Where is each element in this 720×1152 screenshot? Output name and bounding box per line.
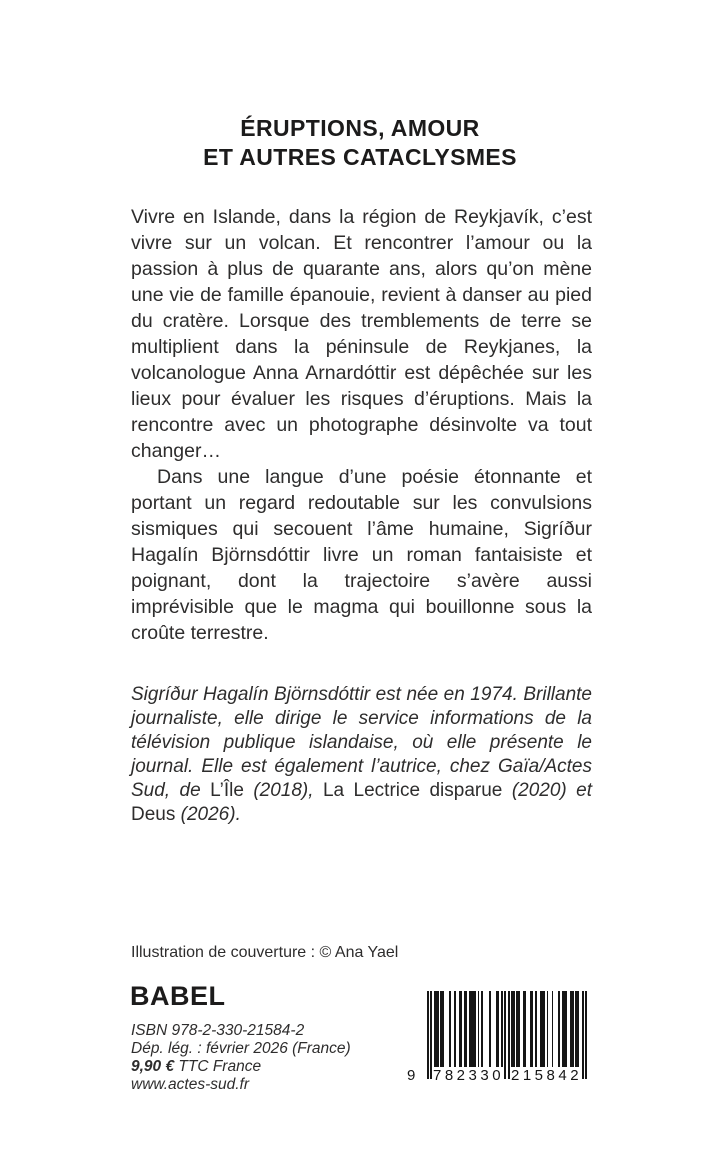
book-title-line2: ET AUTRES CATACLYSMES	[203, 144, 517, 170]
synopsis	[131, 204, 592, 646]
barcode-digits-group1: 782330	[433, 1067, 505, 1084]
barcode-digit-first: 9	[407, 1067, 416, 1084]
legal-deposit-line: Dép. lég. : février 2026 (France)	[131, 1040, 351, 1057]
book-title-line1: ÉRUPTIONS, AMOUR	[240, 115, 480, 141]
publisher-website: www.actes-sud.fr	[131, 1076, 250, 1093]
imprint-block	[131, 1022, 351, 1094]
synopsis-paragraph-2: Dans une langue d’une poésie étonnante et portant un regard redoutable sur les convulsions sismiques qui secouent l’âme humaine, Sigríður Hagalín Björnsdóttir livre un roman fantaisiste et poignant, dont la trajectoire s’avère aussi imprévisible que le magma qui bouillonne sous la croûte terrestre.	[131, 466, 592, 644]
cover-illustration-credit: Illustration de couverture : © Ana Yael	[131, 944, 399, 961]
isbn-line: ISBN 978-2-330-21584-2	[131, 1022, 305, 1039]
price-line: 9,90 € TTC France	[131, 1058, 262, 1075]
book-title	[0, 114, 720, 172]
publisher-logo-babel: BABEL	[130, 981, 226, 1011]
author-bio: Sigríður Hagalín Björnsdóttir est née en 1974. Brillante journaliste, elle dirige le service informations de la télévision publique islandaise, où elle présente le journal. Elle est également l’autrice, chez Gaïa/Actes Sud, de L’Île (2018), La Lectrice disparue (2020) et Deus (2026).	[131, 684, 593, 825]
synopsis-paragraph-1: Vivre en Islande, dans la région de Reykjavík, c’est vivre sur un volcan. Et rencontrer l’amour ou la passion à plus de quarante ans, alors qu’on mène une vie de famille épanouie, revient à danser au pied du cratère. Lorsque des tremblements de terre se multiplient dans la péninsule de Reykjanes, la volcanologue Anna Arnardóttir est dépêchée sur les lieux pour évaluer les risques d’éruptions. Mais la rencontre avec un photographe désinvolte va tout changer…	[131, 206, 592, 462]
barcode-digits-group2: 215842	[511, 1067, 583, 1084]
ean13-barcode	[407, 991, 587, 1091]
